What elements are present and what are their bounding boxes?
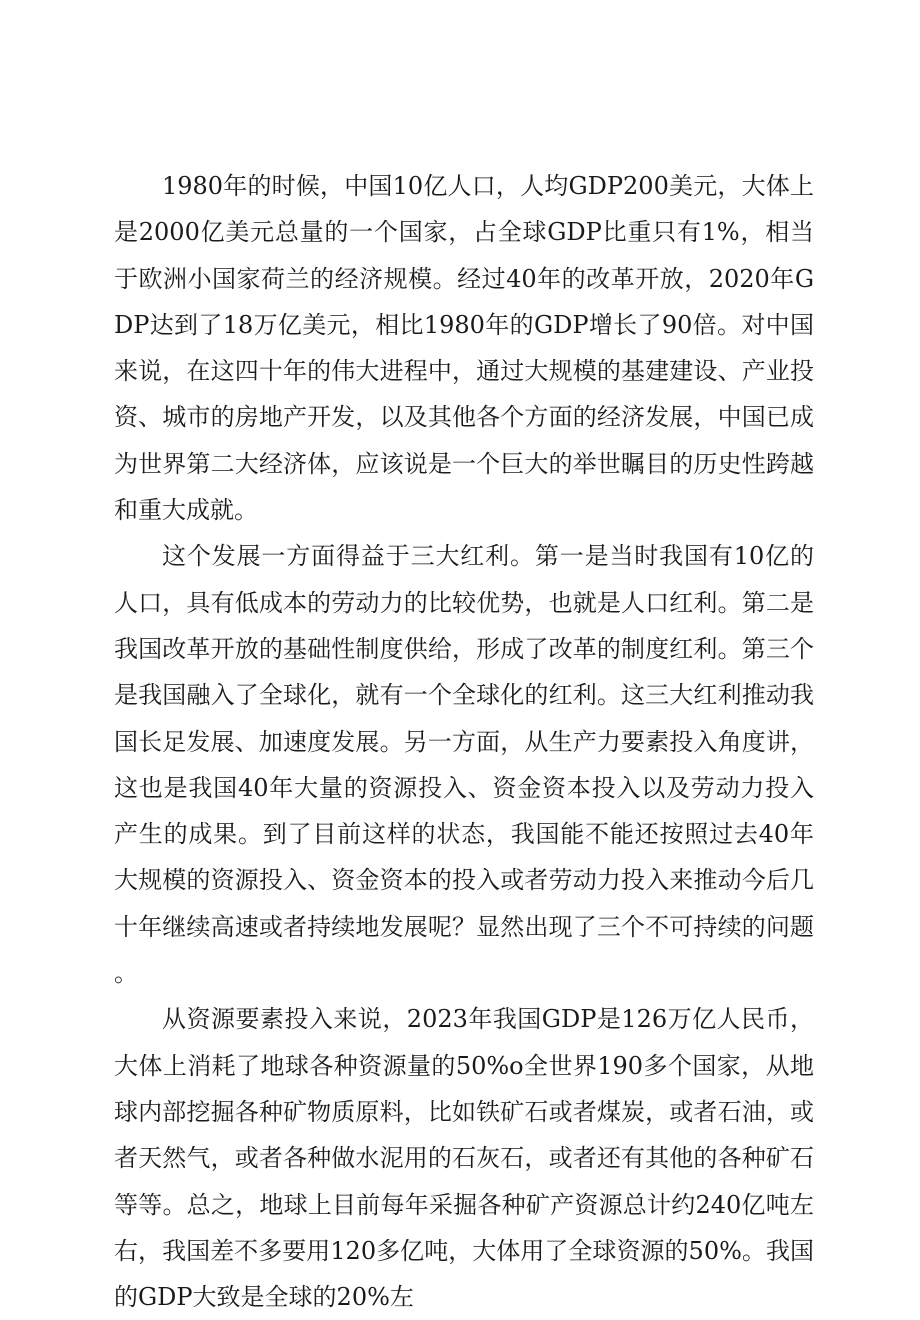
paragraph-2: 这个发展一方面得益于三大红利。第一是当时我国有10亿的人口，具有低成本的劳动力的比较优势，也就是人口红利。第二是我国改革开放的基础性制度供给，形成了改革的制度红利。第三个是我国融入了全球化，就有一个全球化的红利。这三大红利推动我国长足发展、加速度发展。另一方面，从生产力要素投入角度讲，这也是我国40年大量的资源投入、资金资本投入以及劳动力投入产生的成果。到了目前这样的状态，我国能不能还按照过去40年大规模的资源投入、资金资本的投入或者劳动力投入来推动今后几十年继续高速或者持续地发展呢？显然出现了三个不可持续的问题。 [114, 542, 814, 988]
document-page [114, 163, 814, 1320]
paragraph-1: 1980年的时候，中国10亿人口，人均GDP200美元，大体上是2000亿美元总量的一个国家，占全球GDP比重只有1%，相当于欧洲小国家荷兰的经济规模。经过40年的改革开放，2020年GDP达到了18万亿美元，相比1980年的GDP增长了90倍。对中国来说，在这四十年的伟大进程中，通过大规模的基建建设、产业投资、城市的房地产开发，以及其他各个方面的经济发展，中国已成为世界第二大经济体，应该说是一个巨大的举世瞩目的历史性跨越和重大成就。 [114, 172, 814, 525]
paragraph-3: 从资源要素投入来说，2023年我国GDP是126万亿人民币，大体上消耗了地球各种资源量的50%o全世界190多个国家，从地球内部挖掘各种矿物质原料，比如铁矿石或者煤炭，或者石油，或者天然气，或者各种做水泥用的石灰石，或者还有其他的各种矿石等等。总之，地球上目前每年采掘各种矿产资源总计约240亿吨左右，我国差不多要用120多亿吨，大体用了全球资源的50%。我国的GDP大致是全球的20%左 [114, 1005, 814, 1312]
